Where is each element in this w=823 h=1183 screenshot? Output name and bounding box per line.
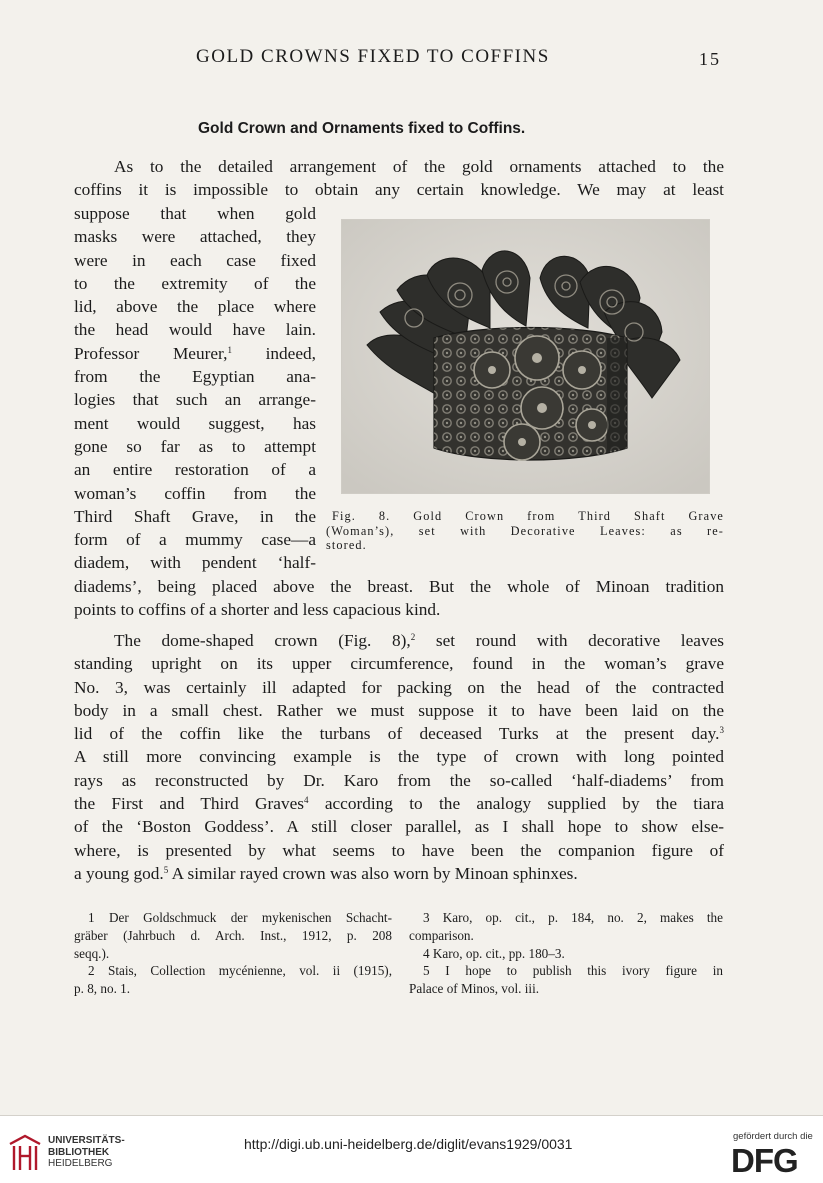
- dfg-logo[interactable]: DFG: [731, 1142, 798, 1179]
- text-line: lid of the coffin like the turbans of deceased Turks at the present day.$^3$: [74, 724, 724, 744]
- running-head: GOLD CROWNS FIXED TO COFFINS: [196, 46, 550, 67]
- text-line: gone so far as to attempt: [74, 436, 316, 456]
- text-line: to the extremity of the: [74, 273, 316, 293]
- page-number: 15: [699, 49, 721, 69]
- footnotes-right: [409, 909, 723, 998]
- text-line: of the ‘Boston Goddess’. A still closer parallel, as I shall hope to show else-: [74, 817, 724, 837]
- text-line: a young god.$^5$ A similar rayed crown was also worn by Minoan sphinxes.: [74, 863, 578, 883]
- footnote-line: Palace of Minos, vol. iii.: [409, 981, 540, 997]
- library-name-line: UNIVERSITÄTS-: [48, 1135, 125, 1146]
- footnote-line: 2 Stais, Collection mycénienne, vol. ii (1915),: [88, 963, 392, 979]
- library-name-line: BIBLIOTHEK: [48, 1146, 110, 1158]
- text-line: Professor Meurer,$^1$ indeed,: [74, 343, 316, 363]
- section-heading: Gold Crown and Ornaments fixed to Coffins.: [198, 120, 526, 137]
- text-line: the First and Third Graves$^4$ according to the analogy supplied by the tiara: [74, 794, 725, 814]
- text-line: standing upright on its upper circumference, found in the woman’s grave: [74, 654, 724, 674]
- viewer-footer: [0, 1116, 823, 1183]
- text-line: lid, above the place where: [74, 297, 316, 317]
- caption-line: Fig. 8. Gold Crown from Third Shaft Grave: [332, 509, 724, 523]
- paragraph-2: [74, 629, 724, 885]
- footnote-line: 5 I hope to publish this ivory figure in: [423, 963, 723, 979]
- text-line: rays as reconstructed by Dr. Karo from the so-called ‘half-diadems’ from: [74, 770, 724, 790]
- footnote-ref[interactable]: 5: [163, 864, 169, 875]
- permalink-url[interactable]: http://digi.ub.uni-heidelberg.de/diglit/evans1929/0031: [244, 1136, 573, 1152]
- text-line: Third Shaft Grave, in the: [74, 506, 316, 526]
- text-line: woman’s coffin from the: [74, 483, 316, 503]
- text-line: No. 3, was certainly ill adapted for packing on the head of the contracted: [74, 677, 724, 697]
- text-line: suppose that when gold: [74, 204, 316, 223]
- text-line: an entire restoration of a: [74, 460, 316, 480]
- text-line: masks were attached, they: [74, 227, 316, 247]
- caption-line: stored.: [326, 538, 367, 552]
- text-line: the head would have lain.: [74, 320, 316, 340]
- library-name-line: HEIDELBERG: [48, 1158, 113, 1169]
- text-line: points to coffins of a shorter and less capacious kind.: [74, 600, 441, 620]
- text-line: form of a mummy case—a: [74, 530, 316, 550]
- paragraph-1-wrap: [74, 202, 316, 575]
- text-line: diadems’, being placed above the breast. But the whole of Minoan tradition: [74, 577, 724, 596]
- paragraph-1-intro: [74, 155, 724, 202]
- footnote-line: p. 8, no. 1.: [74, 981, 131, 997]
- footnote-ref[interactable]: 1: [227, 344, 232, 355]
- footnote-line: 1 Der Goldschmuck der mykenischen Schacht-: [88, 910, 392, 925]
- funded-by-label: gefördert durch die: [733, 1131, 813, 1142]
- text-line: As to the detailed arrangement of the gold ornaments attached to the: [114, 157, 724, 176]
- paragraph-1-tail: [74, 575, 724, 622]
- footnote-line: 3 Karo, op. cit., p. 184, no. 2, makes the: [423, 910, 723, 925]
- footnote-line: seqq.).: [74, 945, 110, 961]
- figure-caption: [326, 509, 724, 553]
- text-line: A still more convincing example is the type of crown with long pointed: [74, 747, 724, 767]
- caption-line: (Woman’s), set with Decorative Leaves: as re-: [326, 523, 724, 538]
- text-line: ment would suggest, has: [74, 413, 316, 433]
- text-line: from the Egyptian ana-: [74, 367, 316, 387]
- text-line: logies that such an arrange-: [74, 390, 316, 410]
- footnote-line: gräber (Jahrbuch d. Arch. Inst., 1912, p. 208: [74, 927, 392, 943]
- footnote-line: comparison.: [409, 927, 474, 943]
- library-name: [48, 1135, 125, 1170]
- footnote-line: 4 Karo, op. cit., pp. 180–3.: [423, 945, 565, 961]
- text-line: were in each case fixed: [74, 250, 316, 270]
- text-line: diadem, with pendent ‘half-: [74, 553, 316, 573]
- gold-crown-photo: [341, 219, 710, 494]
- footnote-ref[interactable]: 4: [304, 795, 309, 806]
- footnotes-left: [74, 909, 392, 998]
- text-line: where, is presented by what seems to have been the companion figure of: [74, 840, 724, 860]
- footnote-ref[interactable]: 2: [410, 632, 416, 642]
- library-logo-icon[interactable]: [8, 1134, 42, 1172]
- text-line: The dome-shaped crown (Fig. 8),$^2$ set round with decorative leaves: [114, 631, 724, 650]
- text-line: body in a small chest. Rather we must suppose it to have been laid on the: [74, 700, 724, 720]
- text-line: coffins it is impossible to obtain any certain knowledge. We may at least: [74, 180, 724, 200]
- footnote-ref[interactable]: 3: [719, 725, 724, 736]
- crown-illustration: [342, 220, 709, 493]
